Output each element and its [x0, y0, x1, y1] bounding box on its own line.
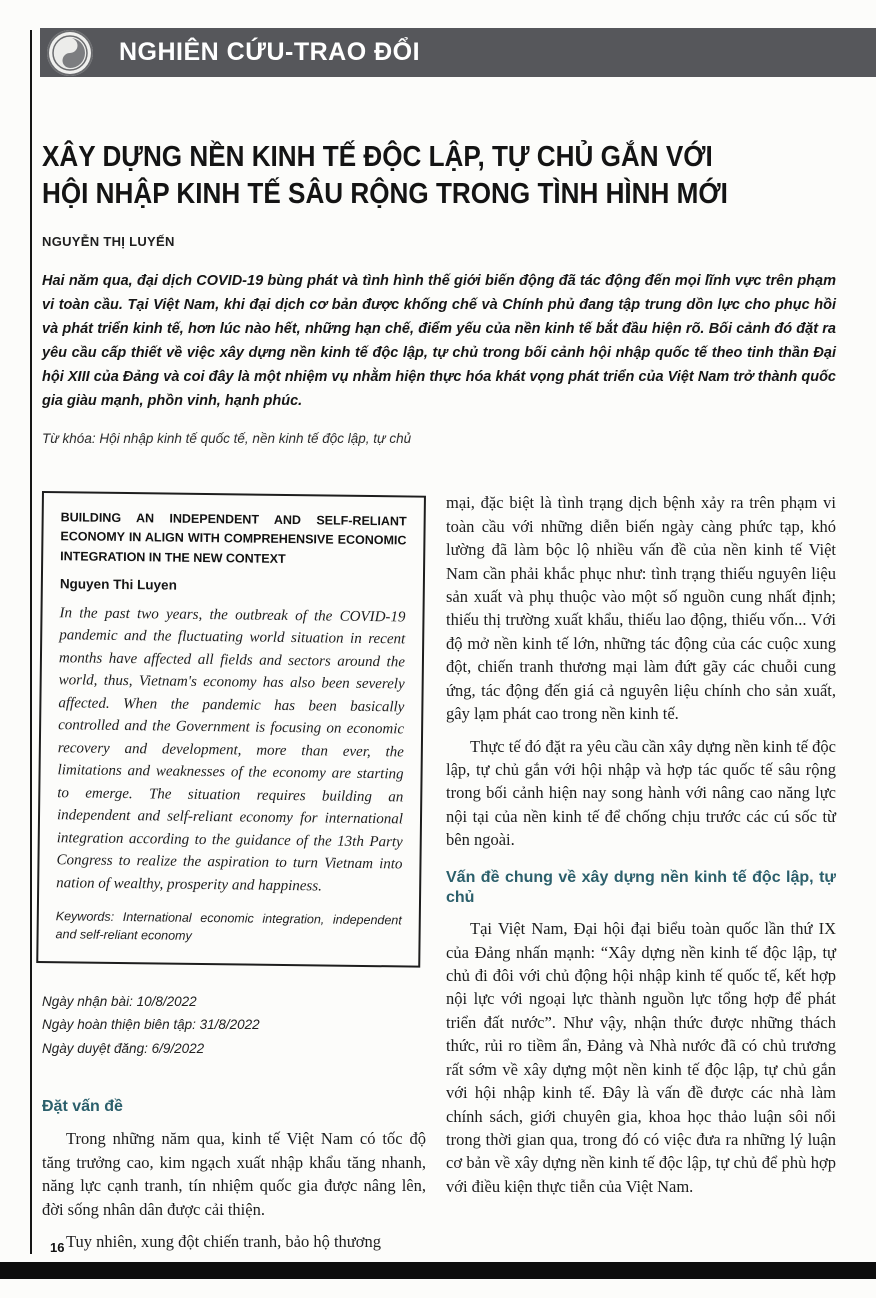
two-column-body — [42, 491, 836, 1253]
article-abstract-vi: Hai năm qua, đại dịch COVID-19 bùng phát và tình hình thế giới biến động đã tác động đến mọi lĩnh vực trên phạm vi toàn cầu. Tại Việt Nam, khi đại dịch cơ bản được khống chế và Chính phủ đang tập trung dồn lực cho phục hồi và phát triển kinh tế, hơn lúc nào hết, những hạn chế, điểm yếu của nền kinh tế bắt đầu hiện rõ. Bối cảnh đó đặt ra yêu cầu cấp thiết về việc xây dựng nền kinh tế độc lập, tự chủ trong bối cảnh hội nhập quốc tế theo tinh thần Đại hội XIII của Đảng và coi đây là một nhiệm vụ nhằm hiện thực hóa khát vọng phát triển của Việt Nam trở thành quốc gia giàu mạnh, phồn vinh, hạnh phúc. — [42, 273, 836, 409]
body-paragraph: Trong những năm qua, kinh tế Việt Nam có tốc độ tăng trưởng cao, kim ngạch xuất nhập khẩu tăng nhanh, năng lực cạnh tranh, tín nhiệm quốc gia được nâng lên, đời sống nhân dân được cải thiện. — [42, 1129, 426, 1219]
body-paragraph: Thực tế đó đặt ra yêu cầu cần xây dựng nền kinh tế độc lập, tự chủ gắn với hội nhập và hợp tác quốc tế sâu rộng trong bối cảnh hiện nay song hành với nâng cao năng lực nội tại của nền kinh tế để chống chịu trước các cú sốc từ bên ngoài. — [446, 736, 836, 850]
journal-logo-icon — [47, 30, 93, 76]
section-banner-label: NGHIÊN CỨU-TRAO ĐỔI — [119, 38, 421, 66]
article-dates — [42, 990, 426, 1061]
body-paragraph: Tuy nhiên, xung đột chiến tranh, bảo hộ thương — [66, 1232, 381, 1252]
english-abstract-box — [36, 491, 426, 968]
date-accepted: Ngày duyệt đăng: 6/9/2022 — [42, 1040, 205, 1056]
english-abstract-title: BUILDING AN INDEPENDENT AND SELF-RELIANT ECONOMY IN ALIGN WITH COMPREHENSIVE ECONOMIC INTEGRATION IN THE NEW CONTEXT — [60, 510, 407, 567]
article-title — [42, 139, 757, 213]
english-abstract-author: Nguyen Thi Luyen — [59, 576, 177, 594]
page-number: 16 — [50, 1240, 65, 1255]
article-title-line2: HỘI NHẬP KINH TẾ SÂU RỘNG TRONG TÌNH HÌNH MỚI — [42, 178, 728, 211]
date-received: Ngày nhận bài: 10/8/2022 — [42, 993, 197, 1009]
section-heading-problem-statement: Đặt vấn đề — [42, 1097, 123, 1115]
article-title-line1: XÂY DỰNG NỀN KINH TẾ ĐỘC LẬP, TỰ CHỦ GẮN VỚI — [42, 141, 713, 173]
english-abstract-text: In the past two years, the outbreak of the COVID-19 pandemic and the fluctuating world situation in recent months have affected all fields and sectors around the world, thus, Vietnam's economy has also been severely affected. When the pandemic has been basically controlled and the Government is focusing on economic recovery and development, more than ever, the limitations and weaknesses of the economy are starting to emerge. The situation requires building an independent and self-reliant economy for international integration according to the guidance of the 13th Party Congress to realize the aspiration to turn Vietnam into nation of wealthy, prosperity and happiness. — [56, 605, 406, 895]
left-margin-rule — [30, 30, 32, 1254]
body-paragraph: Tại Việt Nam, Đại hội đại biểu toàn quốc lần thứ IX của Đảng nhấn mạnh: “Xây dựng nền kinh tế độc lập, tự chủ đi đôi với chủ động hội nhập kinh tế quốc tế, kết hợp nội lực với ngoại lực thành nguồn lực tổng hợp để phát triển đất nước”. Như vậy, nhận thức được những thách thức, rủi ro tiềm ẩn, Đảng và Nhà nước đã có chủ trương rất sớm về xây dựng một nền kinh tế độc lập, tự chủ gắn với hội nhập kinh tế. Đây là vấn đề được các nhà làm chính sách, giới chuyên gia, khoa học thảo luận sôi nổi trong thời gian qua, trong đó có việc đưa ra những lý luận cơ bản về xây dựng nền kinh tế độc lập, tự chủ để phù hợp với điều kiện thực tiễn của Việt Nam. — [446, 919, 836, 1196]
right-column — [446, 491, 836, 1253]
english-abstract-keywords: Keywords: International economic integration, independent and self-reliant economy — [55, 909, 402, 944]
section-heading-general-issues: Vấn đề chung về xây dựng nền kinh tế độc lập, tự chủ — [446, 868, 836, 907]
article-content — [42, 77, 836, 1253]
left-column — [42, 491, 426, 1253]
article-author: NGUYỄN THỊ LUYẾN — [42, 234, 175, 250]
article-keywords-vi: Từ khóa: Hội nhập kinh tế quốc tế, nền kinh tế độc lập, tự chủ — [42, 430, 412, 446]
bottom-bar — [0, 1262, 876, 1279]
date-revised: Ngày hoàn thiện biên tập: 31/8/2022 — [42, 1017, 260, 1033]
body-paragraph: mại, đặc biệt là tình trạng dịch bệnh xảy ra trên phạm vi toàn cầu với những diễn biến ngày càng phức tạp, khó lường đã làm bộc lộ nhiều vấn đề của nền kinh tế Việt Nam cần phải khắc phục như: tình trạng thiếu nguyên liệu sản xuất và phụ thuộc vào một số nguồn cung nhất định; thiếu thị trường xuất khẩu, thiếu lao động, thiếu vốn... Với độ mở nền kinh tế lớn, những tác động của các cuộc xung đột, chiến tranh thương mại làm đứt gãy các chuỗi cung ứng, tác động đến giá cả nguyên liệu chính cho sản xuất, gây lạm phát cao trong nền kinh tế. — [446, 493, 836, 724]
section-banner — [40, 28, 876, 77]
